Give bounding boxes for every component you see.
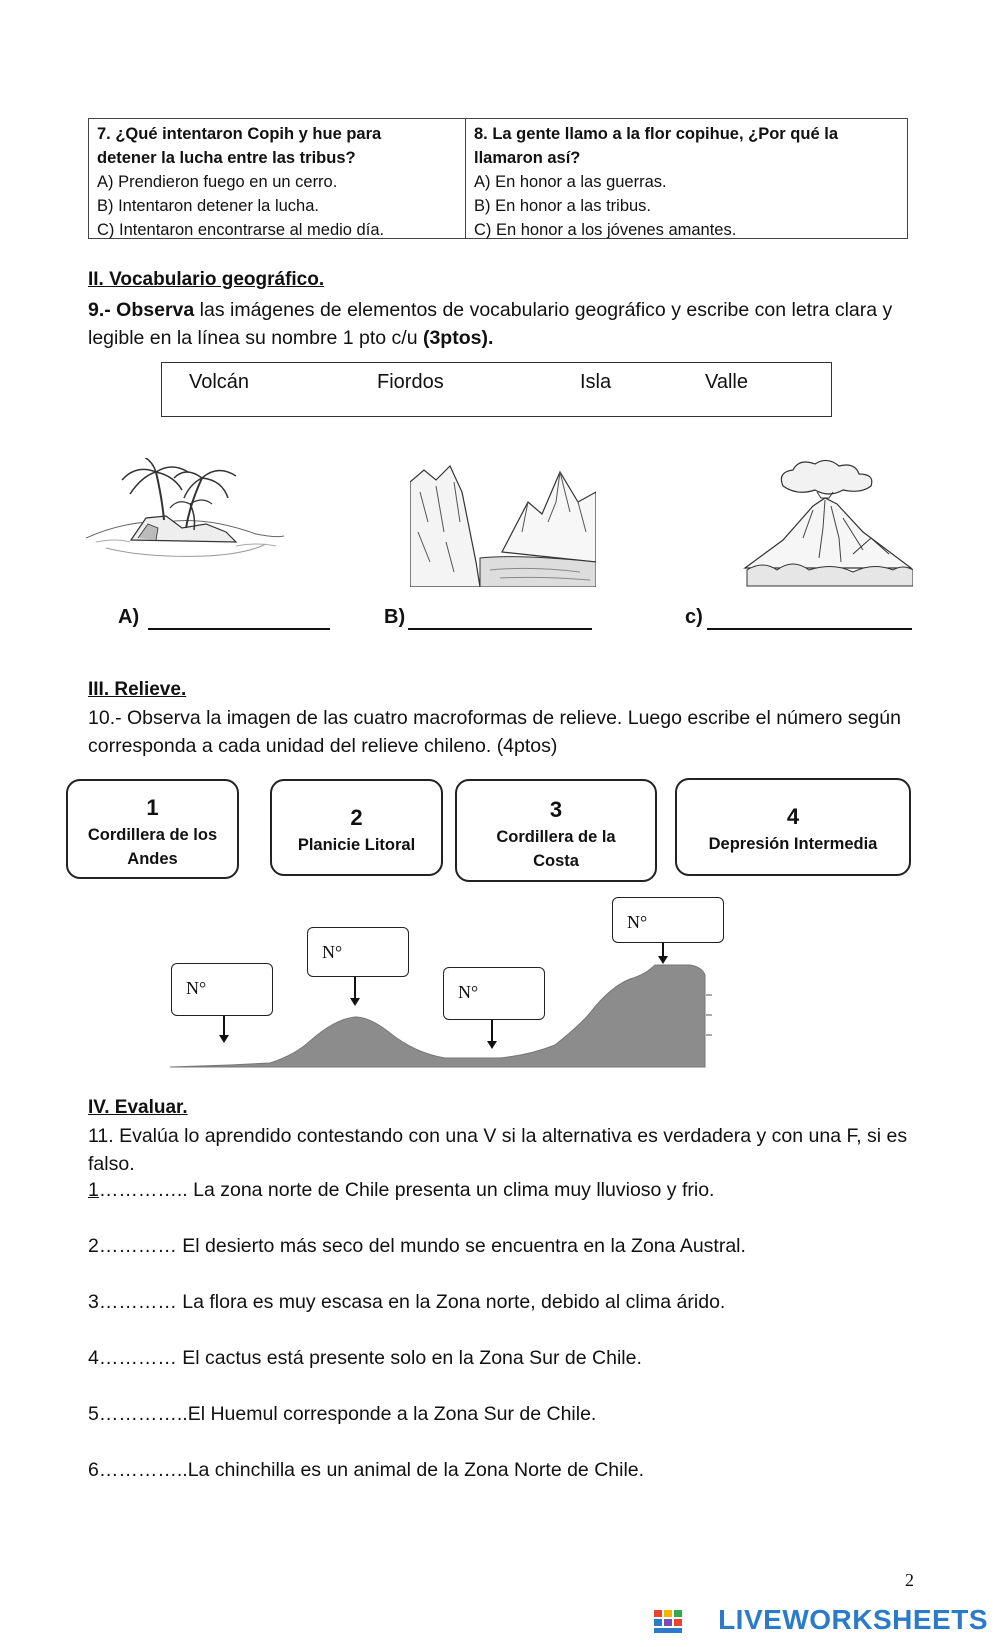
question-9-bold: 9.- Observa xyxy=(88,299,195,321)
relief-answer-box-2[interactable] xyxy=(307,927,409,977)
arrow-down-icon xyxy=(217,1016,231,1044)
answer-b-label: B) xyxy=(384,606,406,628)
relief-unit-1-name: Cordillera de los xyxy=(87,826,218,844)
question-7-option-c: C) Intentaron encontrarse al medio día. xyxy=(97,221,385,239)
tf-statement-6-number: 6 xyxy=(88,1459,99,1481)
relief-unit-4-number: 4 xyxy=(786,804,800,829)
relief-unit-1-number: 1 xyxy=(146,795,159,820)
relief-unit-4-name: Depresión Intermedia xyxy=(708,835,878,853)
question-8-title: 8. La gente llamo a la flor copihue, ¿Por qué la xyxy=(474,125,838,143)
relief-unit-3-number: 3 xyxy=(549,797,563,822)
question-8-option-b: B) En honor a las tribus. xyxy=(474,197,652,215)
question-11-text: 11. Evalúa lo aprendido contestando con una V si la alternativa es verdadera y con una F, si es falso. xyxy=(88,1125,908,1175)
volcano-illustration xyxy=(743,458,913,588)
relief-answer-box-1-label: N° xyxy=(186,978,207,998)
tf-statement-3-number: 3 xyxy=(88,1291,99,1313)
word-bank-volcan: Volcán xyxy=(189,371,250,393)
island-illustration xyxy=(86,458,286,568)
question-7-title: 7. ¿Qué intentaron Copih y hue para xyxy=(97,125,382,143)
relief-answer-box-4-label: N° xyxy=(627,912,648,932)
word-bank-isla: Isla xyxy=(580,371,612,393)
relief-unit-3 xyxy=(455,779,657,882)
question-8-cell xyxy=(466,119,907,238)
question-7-title-line2: detener la lucha entre las tribus? xyxy=(97,149,356,167)
question-7-cell xyxy=(89,119,466,238)
question-8-option-a: A) En honor a las guerras. xyxy=(474,173,667,191)
arrow-down-icon xyxy=(485,1020,499,1050)
tf-statement-6-text: La chinchilla es un animal de la Zona Norte de Chile. xyxy=(187,1459,645,1481)
relief-answer-box-3[interactable] xyxy=(443,967,545,1020)
answer-c-line[interactable] xyxy=(707,628,912,630)
tf-statement-2-number: 2 xyxy=(88,1235,99,1257)
tf-statement-5-text: El Huemul corresponde a la Zona Sur de Chile. xyxy=(187,1403,597,1425)
tf-statement-4-number: 4 xyxy=(88,1347,99,1369)
relief-unit-1-name-line2: Andes xyxy=(127,850,178,868)
tf-statement-6 xyxy=(88,1459,644,1482)
answer-b-line[interactable] xyxy=(408,628,592,630)
relief-unit-4 xyxy=(675,778,911,876)
tf-statement-6-blank[interactable]: ………….. xyxy=(98,1459,188,1481)
relief-unit-2-number: 2 xyxy=(350,805,363,830)
relief-answer-box-2-label: N° xyxy=(322,942,343,962)
arrow-down-icon xyxy=(348,977,362,1007)
section-2-title: II. Vocabulario geográfico. xyxy=(88,269,325,290)
relief-unit-2-name: Planicie Litoral xyxy=(297,836,416,854)
tf-statement-4-blank[interactable]: ………… xyxy=(98,1347,177,1369)
page-number: 2 xyxy=(905,1570,914,1590)
relief-answer-box-4[interactable] xyxy=(612,897,724,943)
answer-a-label: A) xyxy=(118,606,140,628)
tf-statement-5-blank[interactable]: ………….. xyxy=(98,1403,188,1425)
tf-statement-1 xyxy=(88,1179,714,1202)
tf-statement-2-blank[interactable]: ………… xyxy=(98,1235,177,1257)
relief-unit-3-name: Cordillera de la xyxy=(496,828,616,846)
tf-statement-1-text: La zona norte de Chile presenta un clima muy lluvioso y frio. xyxy=(187,1179,715,1201)
question-9-points: (3ptos). xyxy=(422,327,494,349)
answer-c-label: c) xyxy=(685,606,703,628)
tf-statement-3-text: La flora es muy escasa en la Zona norte, debido al clima árido. xyxy=(176,1291,726,1313)
arrow-down-icon xyxy=(656,943,670,965)
word-bank-valle: Valle xyxy=(705,371,748,393)
question-7-option-b: B) Intentaron detener la lucha. xyxy=(97,197,319,215)
fjord-illustration xyxy=(410,462,596,587)
question-9-text xyxy=(88,296,928,352)
tf-statement-1-blank[interactable]: ………….. xyxy=(98,1179,188,1201)
tf-statement-3-blank[interactable]: ………… xyxy=(98,1291,177,1313)
question-7-option-a: A) Prendieron fuego en un cerro. xyxy=(97,173,338,191)
question-10-text: 10.- Observa la imagen de las cuatro macroformas de relieve. Luego escribe el número según corresponda a cada unidad del relieve chileno. (4ptos) xyxy=(88,707,901,757)
relief-unit-1 xyxy=(66,779,239,879)
section-4-title: IV. Evaluar. xyxy=(88,1097,188,1118)
tf-statement-2 xyxy=(88,1235,746,1258)
question-9-body: las imágenes de elementos de vocabulario geográfico y escribe con letra clara y legible en la línea su nombre 1 pto c/u xyxy=(88,299,893,349)
relief-answer-box-1[interactable] xyxy=(171,963,273,1016)
relief-unit-2 xyxy=(270,779,443,876)
relief-unit-3-name-line2: Costa xyxy=(533,852,579,870)
liveworksheets-logo-icon xyxy=(654,1610,682,1634)
relief-answer-box-3-label: N° xyxy=(458,982,479,1002)
tf-statement-1-number: 1 xyxy=(88,1179,99,1201)
word-bank-fiordos: Fiordos xyxy=(377,371,444,393)
question-8-title-line2: llamaron así? xyxy=(474,149,581,167)
tf-statement-5-number: 5 xyxy=(88,1403,99,1425)
tf-statement-4-text: El cactus está presente solo en la Zona Sur de Chile. xyxy=(176,1347,642,1369)
section-3-title: III. Relieve. xyxy=(88,679,187,700)
question-8-option-c: C) En honor a los jóvenes amantes. xyxy=(474,221,737,239)
liveworksheets-brand[interactable]: LIVEWORKSHEETS xyxy=(718,1604,988,1635)
tf-statement-4 xyxy=(88,1347,642,1370)
answer-a-line[interactable] xyxy=(148,628,330,630)
tf-statement-3 xyxy=(88,1291,725,1314)
questions-table xyxy=(88,118,908,239)
tf-statement-5 xyxy=(88,1403,596,1426)
tf-statement-2-text: El desierto más seco del mundo se encuentra en la Zona Austral. xyxy=(176,1235,746,1257)
